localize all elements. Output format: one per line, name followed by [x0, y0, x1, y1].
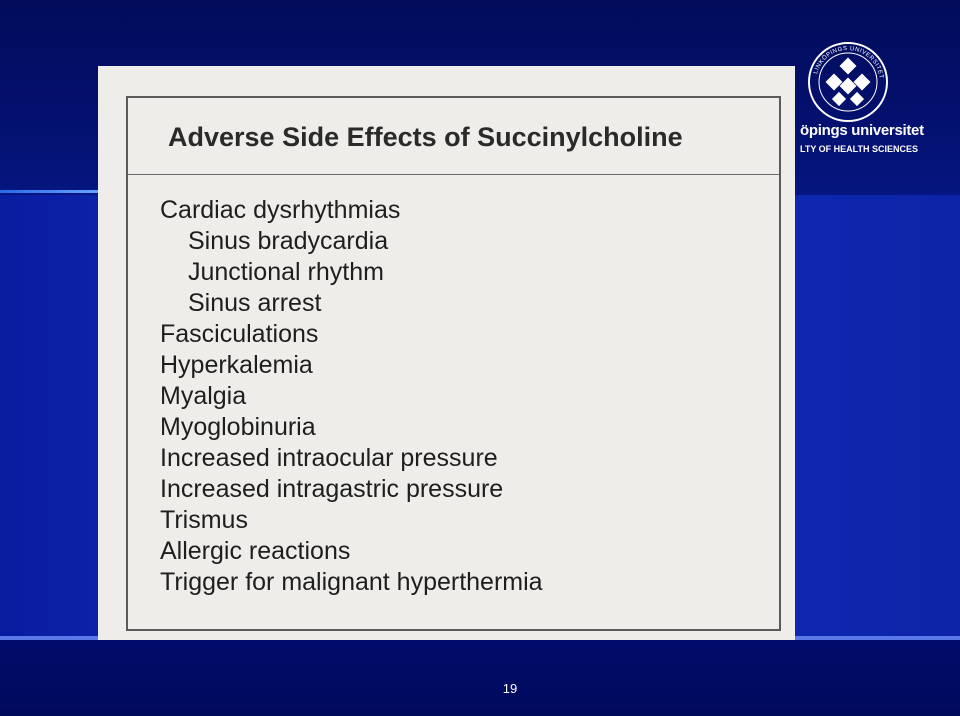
university-logo — [800, 40, 960, 170]
faculty-name: LTY OF HEALTH SCIENCES — [800, 144, 919, 154]
side-effect-item: Hyperkalemia — [160, 351, 313, 379]
university-name: öpings universitet — [800, 122, 924, 139]
side-effect-item: Cardiac dysrhythmias — [160, 196, 401, 224]
side-effect-item: Myoglobinuria — [160, 413, 316, 441]
table-box — [126, 96, 781, 631]
side-effect-item: Increased intraocular pressure — [160, 444, 498, 472]
side-effect-item: Trismus — [160, 506, 248, 534]
table-header-divider — [128, 174, 779, 175]
side-effect-subitem: Sinus arrest — [188, 289, 322, 317]
side-effects-list — [128, 195, 543, 598]
side-effect-item: Trigger for malignant hyperthermia — [160, 568, 543, 596]
side-effect-item: Increased intragastric pressure — [160, 475, 504, 503]
decorative-light-line — [0, 190, 100, 193]
side-effect-item: Allergic reactions — [160, 537, 351, 565]
side-effect-item: Myalgia — [160, 382, 247, 410]
page-number: 19 — [502, 681, 518, 696]
seal-arc-text: LINKÖPINGS UNIVERSITET — [813, 45, 884, 80]
side-effect-subitem: Junctional rhythm — [188, 258, 384, 286]
scanned-document — [98, 66, 795, 640]
slide-footer-band — [0, 640, 960, 716]
university-seal-icon — [806, 40, 890, 124]
table-title: Adverse Side Effects of Succinylcholine — [168, 122, 683, 152]
side-effect-subitem: Sinus bradycardia — [188, 227, 389, 255]
side-effect-item: Fasciculations — [160, 320, 319, 348]
